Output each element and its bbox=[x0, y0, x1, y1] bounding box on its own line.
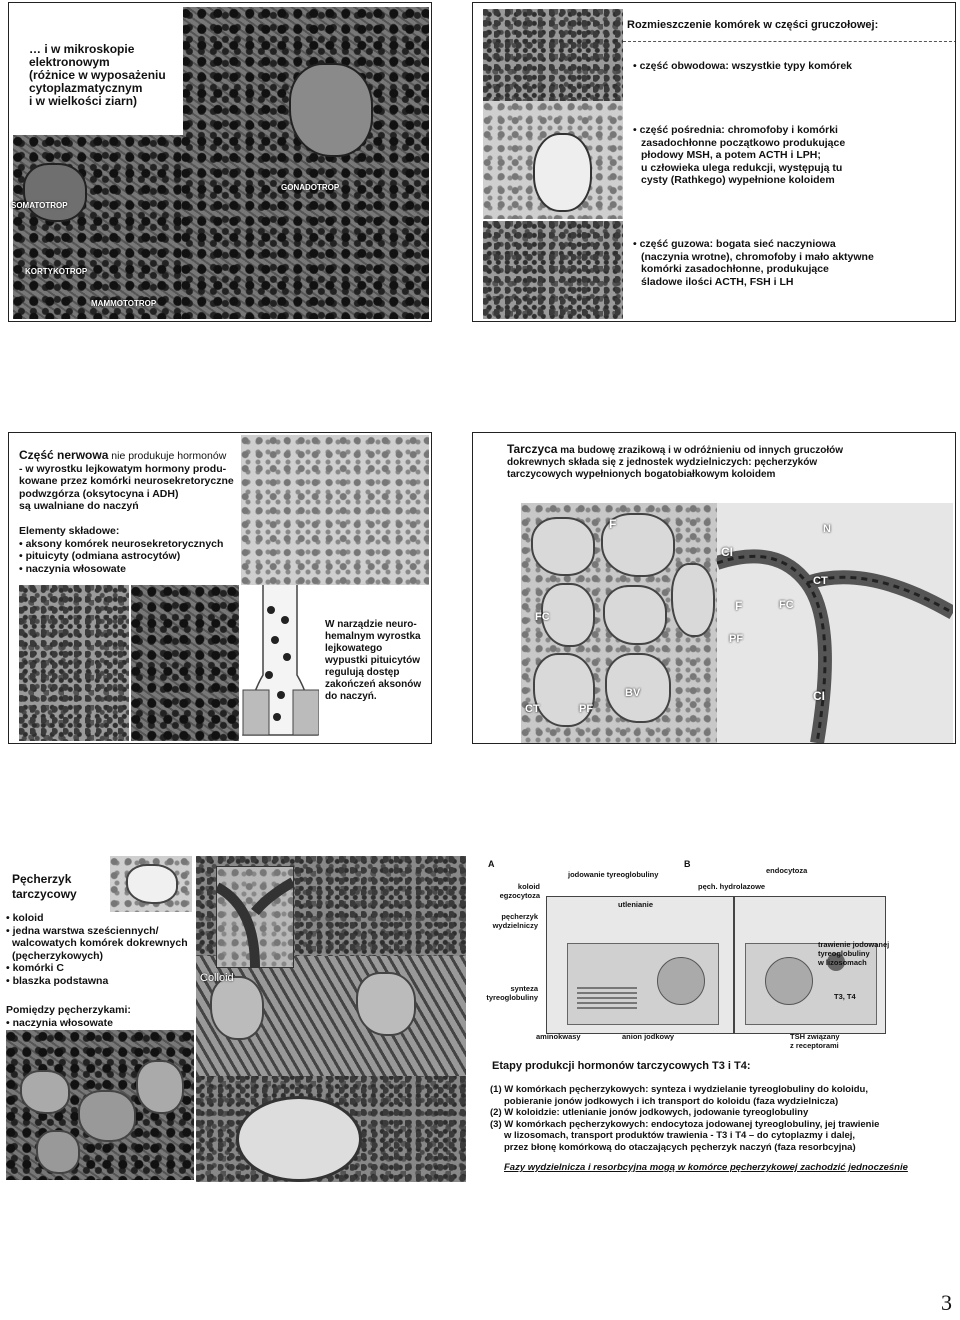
follicle-7 bbox=[671, 563, 715, 637]
label-tsh: TSH związany z receptorami bbox=[790, 1032, 840, 1050]
label-fc1: FC bbox=[535, 611, 550, 623]
label-mammotrop: MAMMOTOTROP bbox=[91, 299, 157, 308]
panel-b-letter: B bbox=[684, 859, 691, 869]
label-trawienie: trawienie jodowanej tyreoglobuliny w lizosomach bbox=[818, 940, 890, 967]
neural-intro: Część nerwowa nie produkuje hormonów - w wyrostku lejkowatym hormony produ- kowane przez komórki neurosekretoryczne podwzgórza (oksytocyna i ADH) są uwalniane do naczyń bbox=[19, 448, 234, 512]
label-kortykotrop: KORTYKOTROP bbox=[25, 267, 88, 276]
label-endocytoza: endocytoza bbox=[766, 866, 808, 875]
gonadotrop-cell bbox=[289, 63, 373, 157]
label-koloid-egzocytoza: koloid egzocytoza bbox=[499, 882, 540, 900]
rer-a bbox=[577, 987, 637, 1009]
label-synteza: synteza tyreoglobuliny bbox=[486, 984, 538, 1002]
follicle-title: Pęcherzyk tarczycowy bbox=[12, 872, 77, 901]
em-nucleus-2 bbox=[356, 972, 416, 1036]
label-ci2: CI bbox=[813, 689, 825, 703]
follicle-small bbox=[126, 864, 178, 904]
slide-thyroid bbox=[472, 432, 956, 744]
follicle-items: • koloid • jedna warstwa sześciennych/ walcowatych komórek dokrewnych (pęcherzykowych) • komórki C • blaszka podstawna bbox=[6, 912, 188, 987]
sem-follicle-1 bbox=[20, 1070, 70, 1114]
production-heading: Etapy produkcji hormonów tarczycowych T3 i T4: bbox=[492, 1060, 751, 1072]
label-colloid: Colloid bbox=[200, 972, 234, 984]
sem-follicle-3 bbox=[136, 1060, 184, 1114]
sem-follicles bbox=[6, 1030, 194, 1180]
slide-em-cells bbox=[8, 2, 432, 322]
micrograph-peripheral bbox=[483, 9, 623, 101]
slide2-title: Rozmieszczenie komórek w części gruczołowej: bbox=[627, 19, 879, 31]
micrograph-pituicytes-1 bbox=[19, 585, 129, 741]
label-pf2: PF bbox=[729, 633, 744, 645]
label-ci1: CI bbox=[721, 545, 733, 559]
label-aminokwasy: aminokwasy bbox=[536, 1032, 581, 1041]
sem-follicle-4 bbox=[36, 1130, 80, 1174]
micrograph-follicles-low bbox=[521, 503, 717, 743]
bullet-peripheral: • część obwodowa: wszystkie typy komórek bbox=[633, 60, 852, 72]
follicle-walls-svg bbox=[717, 503, 953, 743]
nucleus-a bbox=[657, 957, 705, 1005]
label-gonadotrop: GONADOTROP bbox=[281, 183, 340, 192]
sem-follicle-2 bbox=[78, 1090, 136, 1142]
micrograph-tuberal bbox=[483, 221, 623, 319]
slide-neural-part bbox=[8, 432, 432, 744]
label-f2: F bbox=[735, 599, 743, 613]
divider bbox=[623, 41, 956, 42]
label-fc2: FC bbox=[779, 599, 794, 611]
neural-elements: Elementy składowe: • aksony komórek neurosekretorycznych • pituicyty (odmiana astrocytów) • naczynia włosowate bbox=[19, 525, 224, 575]
follicle-1 bbox=[531, 517, 595, 576]
production-footer: Fazy wydzielnicza i resorbcyjna mogą w komórce pęcherzykowej zachodzić jednocześnie bbox=[504, 1162, 908, 1173]
diagram-panel-a bbox=[546, 896, 734, 1034]
neurohemal-caption: W narządzie neuro- hemalnym wyrostka lejkowatego wypustki pituicytów regulują dostęp zakończeń aksonów do naczyń. bbox=[325, 619, 422, 702]
em-micrograph-left bbox=[13, 135, 183, 319]
nucleus-b bbox=[765, 957, 813, 1005]
rathke-cyst bbox=[533, 133, 592, 212]
label-somatotrop: SOMATOTROP bbox=[11, 201, 68, 210]
label-bv: BV bbox=[625, 687, 641, 699]
thyroid-intro: Tarczyca ma budowę zrazikową i w odróżnieniu od innych gruczołów dokrewnych składa się z jednostek wydzielniczych: pęcherzyków tarczycowych wypełnionych bogatobiałkowym koloidem bbox=[507, 442, 844, 480]
follicle-4 bbox=[603, 585, 667, 645]
slide-hormone-production bbox=[478, 856, 952, 1186]
label-anion: anion jodkowy bbox=[622, 1032, 675, 1041]
label-utlenianie: utlenianie bbox=[618, 900, 654, 909]
label-pech-hydro: pęch. hydrolazowe bbox=[698, 882, 766, 891]
production-steps: (1) W komórkach pęcherzykowych: synteza i wydzielanie tyreoglobuliny do koloidu, pobieranie jonów jodkowych i ich transport do koloidu (faza wydzielnicza) (2) W koloidzie: utlenianie jonów jodkowych, jodowanie tyreoglobuliny (3) W komórkach pęcherzykowych: endocytoza jodowanej tyreoglobuliny, jej trawienie w lizosomach, transport produktów trawienia - T3 i T4 – do cytoplazmy i dalej, przez błonę komórkową do otaczających pęcherzyk naczyń (faza resorbcyjna) bbox=[490, 1084, 880, 1153]
neurohemal-diagram bbox=[241, 585, 319, 741]
micrograph-neural bbox=[241, 435, 429, 585]
label-ct2: CT bbox=[813, 575, 828, 587]
page-number: 3 bbox=[941, 1290, 952, 1315]
bullet-intermediate: • część pośrednia: chromofoby i komórki zasadochłonne początkowo produkujące płodowy MSH, a potem ACTH i LPH; u człowieka ulega redukcji, występują tu cysty (Rathkego) wypełnione koloidem bbox=[633, 124, 846, 186]
follicle-wall-svg bbox=[217, 867, 293, 967]
em-nucleus-1 bbox=[210, 976, 264, 1040]
label-t3t4: T3, T4 bbox=[834, 992, 856, 1001]
em-micrograph-right bbox=[181, 7, 429, 319]
micrograph-follicles-high bbox=[717, 503, 953, 743]
label-ct1: CT bbox=[525, 703, 540, 715]
slide1-caption: … i w mikroskopie elektronowym (różnice w wyposażeniu cytoplazmatycznym i w wielkości ziarn) bbox=[29, 42, 166, 108]
label-n: N bbox=[823, 523, 831, 535]
micrograph-follicle-small bbox=[110, 856, 192, 912]
micrograph-follicle-wall bbox=[216, 866, 294, 968]
thyroid-intro-rest: ma budowę zrazikową i w odróżnieniu od innych gruczołów bbox=[557, 445, 844, 456]
somatotrop-cell bbox=[23, 163, 87, 222]
em-capillary bbox=[236, 1096, 362, 1182]
panel-a-letter: A bbox=[488, 859, 495, 869]
label-pecherzyk: pęcherzyk wydzielniczy bbox=[492, 912, 538, 930]
caption-area bbox=[13, 7, 183, 135]
neurohemal-diagram-svg bbox=[241, 585, 319, 741]
label-jodowanie: jodowanie tyreoglobuliny bbox=[568, 870, 659, 879]
label-pf1: PF bbox=[579, 703, 594, 715]
follicle-5 bbox=[533, 653, 595, 727]
bullet-tuberal: • część guzowa: bogata sieć naczyniowa (naczynia wrotne), chromofoby i mało aktywne komórki zasadochłonne, produkujące śladowe ilości ACTH, FSH i LH bbox=[633, 238, 874, 288]
between-follicles: Pomiędzy pęcherzykami: • naczynia włosowate bbox=[6, 1004, 131, 1029]
micrograph-pituicytes-2 bbox=[131, 585, 239, 741]
slide-glandular-part bbox=[472, 2, 956, 322]
label-f1: F bbox=[609, 517, 617, 531]
